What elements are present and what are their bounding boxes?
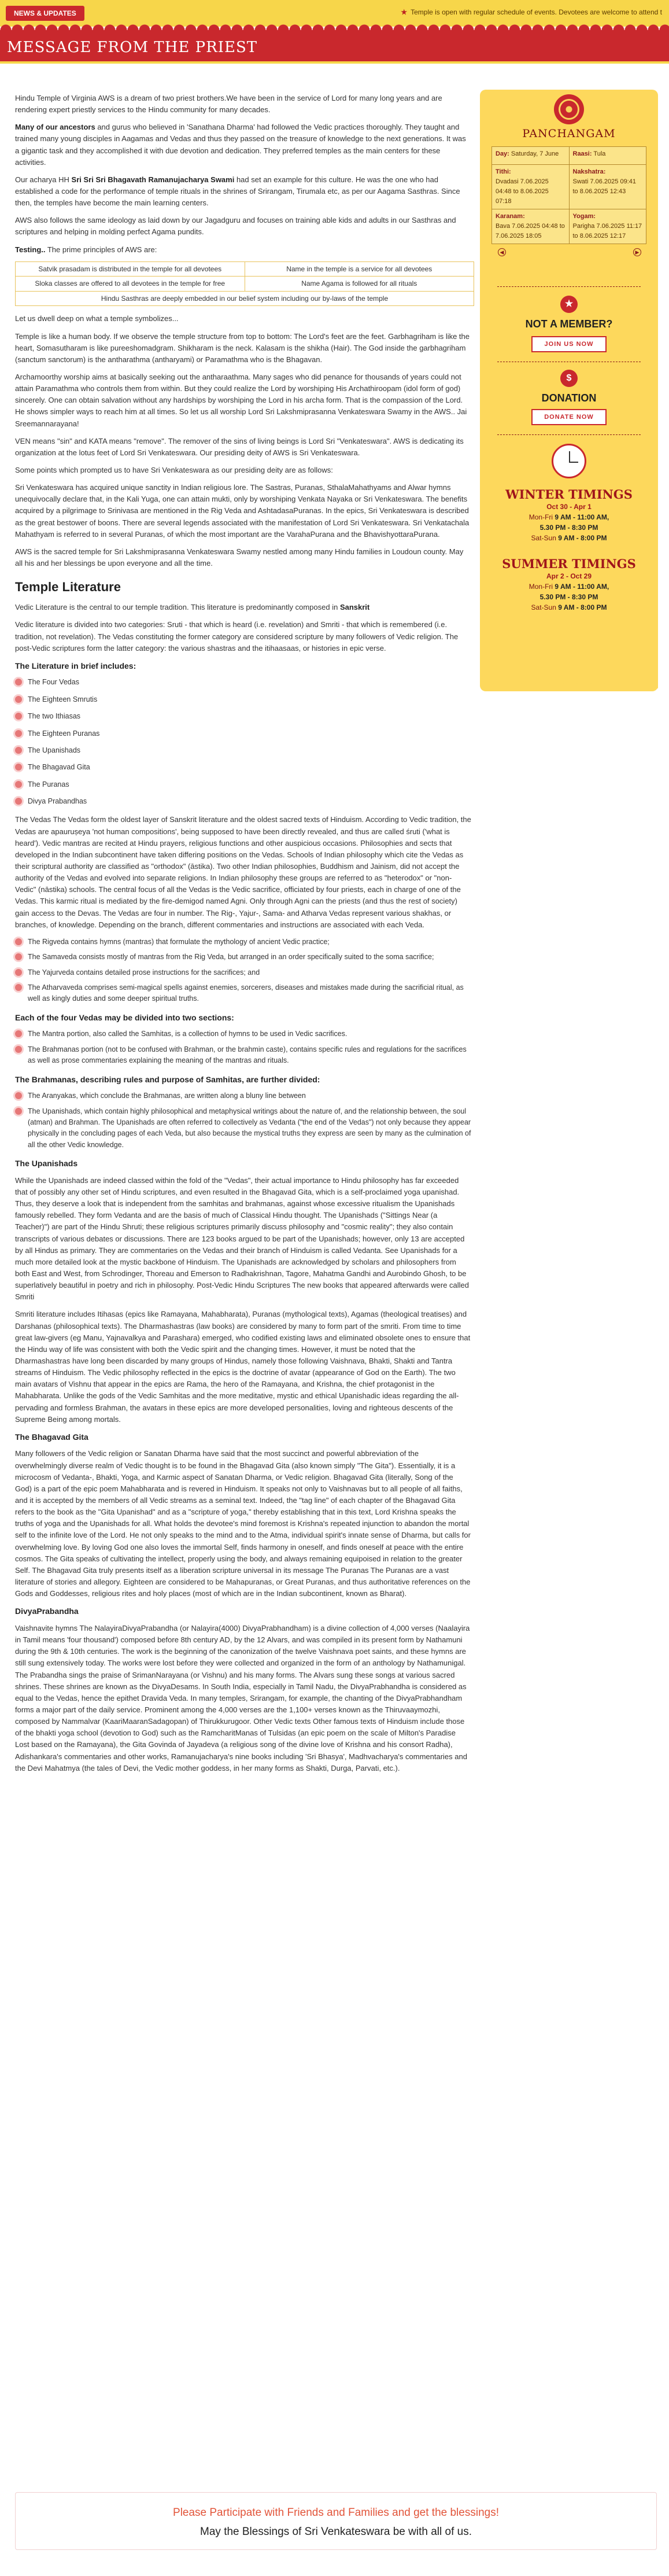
lit-paragraph: Vaishnavite hymns The NalayiraDivyaPrabandha (or Nalayira(4000) DivyaPrabhandham) is a divine collection of 4,000 verses (Naalayira in Tamil means 'four thousand') composed before 8th century AD, by the 12 Alvars, and was compiled in its present form by Nathamuni during the 9th & 10th centuries. The work is the beginning of the canonization of the twelve Vaishnava poet saints, and these hymns are still sung extensively today. The works were lost before they were collected and organized in the form of an anthology by Nathamunigal. The Prabandha sings the praise of SrimanNarayana (or Vishnu) and his many forms. The Alvars sung these songs at various sacred shrines. These shrines are known as the DivyaDesams. In South India, especially in Tamil Nadu, the DivyaPrabhandha is considered as equal to the Vedas, hence the epithet Dravida Veda. In many temples, Srirangam, for example, the chanting of the DivyaPrabhandham forms a major part of the daily service. Prominent among the 4,000 verses are the 1,100+ verses known as the Thiruvaaymozhi, composed by Nammalvar (KaariMaaranSadagopan) of Thirukkurugoor. Other Vedic texts Other famous texts of Hinduism include those of the bhakti yoga school (devotion to God) such as the RamcharitManas of Tulsidas (an epic poem on the scale of Milton's Paradise Lost based on the Ramayana), the Gita Govinda of Jayadeva (a religious song of the divine love of Krishna and his consort Radha), Adishankara's commentaries and other works, Ramanujacharya's nine books including 'Sri Bhasya', Madhvacharya's commentaries and the Devi Mahatmya (the tales of Devi, the Vedic mother goddess, in her many forms as Shakti, Durga, Parvati, etc.). (15, 1623, 470, 1772)
winter-weekday (480, 512, 658, 523)
cell-value: Swati 7.06.2025 09:41 to 8.06.2025 12:43 (572, 178, 636, 196)
cell-label: Tithi: (496, 168, 511, 175)
time-label: Mon-Fri (528, 513, 555, 521)
bold-lead: Many of our ancestors (15, 123, 95, 132)
join-us-button[interactable]: JOIN US NOW (531, 336, 607, 352)
intro-paragraph: Archamoorthy worship aims at basically seeking out the antharaathma. Many sages who did penance for thousands of years could not attain Paramathma who controls them from within. But they could realize the Lord by worshiping His Archathiroopam (idol form of god) sincerely. One can obtain salvation without any hardships by worshiping the Lord in his archa form. That is the compassion of the Lord. He shows simpler ways to reach him at all times. So let us all worship Lord Sri Lakshmiprasanna Venkateswara Swamy in the AWS.. Jai Sreemannarayana! (15, 373, 467, 428)
dollar-icon: $ (560, 370, 578, 387)
paragraph-text: and gurus who believed in 'Sanathana Dharma' had followed the Vedic practices thoroughly. They taught and trained many young disciples in Aagamas and Vedas and thus they passed on the treasure of knowledge to the next generations. It was a gigantic task and they accomplished it with due devotion and dedication. They preferred temples as the main centers for these activities. (15, 123, 466, 167)
footer-blessing (15, 2492, 657, 2550)
lit-paragraph: While the Upanishads are indeed classed within the fold of the "Vedas", their actual importance to Hindu philosophy has far exceeded that of possibly any other set of Hindu scriptures, and even resulted in the Bhagavad Gita, which is a self-proclaimed yoga upanishad. Thus, they deserve a look that is independent from the samhitas and brahmanas, against whose excessive ritualism the Upanishads famously rebelled. They form Vedanta and are the basis of much of Classical Hindu thought. The Upanishads ("Sittings Near (a Teacher)") are part of the Hindu Shruti; these religious scriptures primarily discuss philosophy and "cosmic reality"; they also contain transcripts of various debates or discussions. There are 123 books argued to be part of the Upanishads; however, only 13 are accepted by all Hindus as primary. They are commentaries on the Vedas and their branch of Hinduism is called Vedanta. See Upanishads for a much more detailed look at the mystic backbone of Hinduism. The Upanishads are acknowledged by scholars and philosophers from both East and West, from Schrodinger, Thoreau and Emerson to Radhakrishnan, Tagore, Mahatma Gandhi and Aurobindo Ghosh, to be superlatively beautiful in poetry and rich in philosophy. Post-Vedic Hindu Scriptures The new books that appeared afterwards were called Smriti (15, 1175, 470, 1302)
time-label: Mon-Fri (528, 583, 555, 591)
winter-dates: Oct 30 - Apr 1 (546, 503, 592, 511)
list-item: The Upanishads, which contain highly philosophical and metaphysical writings about the nature of, and the relationship between, the soul (atman) and Brahman. The Upanishads are often referred to collectively as Vedanta ("the end of the Vedas") not only because they appear physically in the concluding pages of each Veda, but also because the mystical truths they express are seen by many as the culmination of all the other Vedic knowledge. (15, 1106, 472, 1151)
banner-stripe (0, 61, 669, 64)
time-value: 9 AM - 8:00 PM (558, 603, 607, 611)
intro-paragraph (15, 121, 472, 168)
intro-paragraph: VEN means "sin" and KATA means "remove". The remover of the sins of living beings is Lord Sri "Venkateswara". AWS is dedicating its organization at the lotus feet of Lord Sri Venkateswara. Our presiding deity of AWS is Sri Venkateswara. (15, 436, 464, 457)
panchangam-nav (492, 248, 647, 256)
sections-list (15, 1029, 472, 1066)
winter-title: WINTER TIMINGS (505, 487, 633, 502)
bold-text: Sanskrit (339, 603, 370, 612)
time-value: 5.30 PM - 8:30 PM (539, 593, 598, 601)
list-item: The two Ithiasas (15, 711, 472, 722)
divider (497, 286, 641, 287)
intro-paragraph (15, 244, 472, 256)
intro-paragraph: AWS also follows the same ideology as laid down by our Jagadguru and focuses on training able kids and adults in our Sasthras and scriptures and helping in molding perfect Agama pundits. (15, 216, 456, 237)
footer-line-1: Please Participate with Friends and Families and get the blessings! (173, 2507, 499, 2519)
cell-label: Yogam: (572, 213, 596, 220)
list-item: The Aranyakas, which conclude the Brahmanas, are written along a bluny line between (15, 1090, 472, 1101)
main-content (15, 93, 472, 1780)
brief-list (15, 677, 472, 807)
intro-paragraph (15, 174, 472, 209)
cell-label: Day: (496, 150, 509, 157)
subheading: Each of the four Vedas may be divided into two sections: (15, 1012, 234, 1022)
table-cell (569, 165, 646, 209)
time-label: Sat-Sun (531, 603, 559, 611)
page-title: MESSAGE FROM THE PRIEST (7, 39, 258, 56)
table-row (16, 291, 474, 306)
lit-paragraph: The Vedas The Vedas form the oldest layer of Sanskrit literature and the oldest sacred texts of Hinduism. According to Vedic tradition, the Vedas are apauruṣeya 'not human compositions', being supposed to have been directly revealed, and thus are called śruti ('what is heard'). Vedic mantras are recited at Hindu prayers, religious functions and other auspicious occasions. Philosophies and sects that developed in the Indian subcontinent have taken differing positions on the Vedas. Schools of Indian philosophy which cite the Vedas as their scriptural authority are classified as "orthodox" (āstika). Two other Indian philosophies, Buddhism and Jainism, did not accept the authority of the Vedas and evolved into separate religions. In Indian philosophy these groups are referred to as "heterodox" or "non-Vedic" (nāstika) schools. The central focus of all the Vedas is the Vedic sacrifice, officiated by four priests, each in charge of one of the Vedas. This karmic ritual is mediated by the fire-demigod named Agni. Only through Agni can the priests (and thus the rest of society) gain access to the Devas. The Vedas are four in number. The Rig-, Yajur-, Sama- and Atharva Vedas represent various shakhas, or branches, of knowledge. Depending on the branch, different commentaries and instructions are associated with each Veda. (15, 815, 471, 929)
paragraph-text: Our acharya HH (15, 175, 72, 184)
subheading: The Bhagavad Gita (15, 1432, 88, 1442)
time-value: 9 AM - 11:00 AM, (555, 583, 609, 591)
summer-weekend (480, 602, 658, 613)
table-row (492, 147, 646, 164)
sidebar-scallop (480, 683, 658, 699)
list-item: The Rigveda contains hymns (mantras) that formulate the mythology of ancient Vedic practice; (15, 937, 472, 948)
subheading: The Upanishads (15, 1159, 78, 1169)
table-cell (569, 209, 646, 244)
list-item: The Puranas (15, 779, 472, 790)
time-value: 5.30 PM - 8:30 PM (539, 524, 598, 532)
brief-heading: The Literature in brief includes: (15, 661, 136, 670)
clock-icon (552, 444, 586, 478)
sidebar (480, 90, 658, 691)
list-item: The Samaveda consists mostly of mantras from the Rig Veda, but arranged in an order specifically suited to the soma sacrifice; (15, 952, 472, 963)
cell-value: Saturday, 7 June (511, 150, 559, 157)
intro-paragraph: Hindu Temple of Virginia AWS is a dream of two priest brothers.We have been in the service of Lord for many long years and are rendering expert priestly services to the Hindu community for many decades. (15, 94, 442, 115)
cell-label: Karanam: (496, 213, 525, 220)
summer-evening (480, 592, 658, 603)
table-cell (492, 165, 569, 209)
lit-paragraph: Many followers of the Vedic religion or Sanatan Dharma have said that the most succinct and powerful abbreviation of the overwhelmingly diverse realm of Vedic thought is to be found in the Bhagavad Gita (also known simply "The Gita"). Essentially, it is a microcosm of Vedanta-, Bhakti, Yoga, and Karmic aspect of Sanatan Dharma, or Vedic religion. Bhagavad Gita (literally, Song of the God) is a part of the epic poem Mahabharata and is revered in Hinduism. It speaks not only to Vaishnavas but to all people of all faiths, and it is accepted by the members of all Vedic streams as a seminal text. Indeed, the "tag line" of each chapter of the Bhagavad Gita refers to the book as the "Gita Upanishad" and as a "scripture of yoga," thereby establishing that in this text, Lord Krishna speaks the truths of yoga and the Upanishads for all. What holds the devotee's mind foremost is Krishna's repeated injunction to abandon the mortal self to the infinite love of the Lord. He not only speaks to the mind and to the Atma, individual spirit's innate sense of Dharma, but calls for overwhelming love. By loving God one also loves the immortal Self, finds harmony in oneself, and finds oneself at peace with the entire cosmos. The Gita speaks of cultivating the intellect, properly using the body, and always remaining equipoised in relation to the greater Self. The Bhagavad Gita truly presents itself as a liberation scripture universal in its message The Puranas The Puranas are a vast literature of stories and allegory. Eighteen are considered to be Mahapuranas, or Great Puranas, and thus authoritative references on the Gods and Goddesses, religious rites and holy places (most of which are in the Indian subcontinent, known as Bharat). (15, 1449, 471, 1598)
member-title: NOT A MEMBER? (525, 318, 613, 330)
intro-paragraph: Sri Venkateswara has acquired unique sanctity in Indian religious lore. The Sastras, Puranas, SthalaMahathyams and Alwar hymns unequivocally declare that, in the Kali Yuga, one can attain mukti, only by worshiping Venkata Nayaka or Sri Venkateswara. The benefits acquired by a pilgrimage to Srinivasa are mentioned in the Rig Veda and AshtadasaPuranas. In the epics, Sri Venkateswara is described as the great bestower of boons. There are several legends associated with the manifestation of Lord Sri Venkateswara. Sri Venkatachala Mahathyam is referred to in several Puranas, of which the most important are the VarahaPurana and the BhavishyottaraPurana. (15, 483, 470, 539)
ticker-star-icon: ★ (401, 8, 408, 16)
lit-paragraph: Smriti literature includes Itihasas (epics like Ramayana, Mahabharata), Puranas (mythological texts), Agamas (theological treatises) and Darshanas (philosophical texts). The Dharmashastras (law books) are considered by many to form part of the smriti. From time to time great law-givers (eg Manu, Yajnavalkya and Parashara) emerged, who codified existing laws and eliminated obsolete ones to ensure that the Hindu way of life was consistent with both the Vedic spirit and the changing times. However, it must be noted that the Dharmashastras have long been discarded by many groups of Hindus, namely those following Vaishnava, Bhakti, Shakti and Tantra streams of Hinduism. The Vedic philosophy reflected in the epics is the doctrine of avatar (appearance of God on the Earth). The two main avatars of Vishnu that appear in the epics are Rama, the hero of the Ramayana, and Krishna, the chief protagonist in the Mahabharata. Unlike the gods of the Vedic Samhitas and the more meditative, mystic and ethical Upanishadic ideas regarding the all-pervading and formless Brahman, the avatars in these epics are more developed personalities, loving and righteous descents of the Supreme Being among mortals. (15, 1310, 471, 1424)
table-cell: Hindu Sasthras are deeply embedded in our belief system including our by-laws of the temple (101, 294, 389, 303)
table-cell: Name in the temple is a service for all devotees (245, 262, 474, 277)
cell-value: Bava 7.06.2025 04:48 to 7.06.2025 18:05 (496, 223, 565, 240)
news-ticker[interactable] (401, 7, 662, 18)
table-cell (492, 209, 569, 244)
bold-lead: Testing.. (15, 245, 46, 254)
table-cell (492, 147, 569, 164)
list-item: The Brahmanas portion (not to be confused with Brahman, or the brahmin caste), contains specific rules and regulations for the sacrifices as well as prose commentaries explaining the meaning of the mantras and rituals. (15, 1044, 472, 1067)
subheading: DivyaPrabandha (15, 1606, 79, 1616)
list-item: The Yajurveda contains detailed prose instructions for the sacrifices; and (15, 967, 472, 978)
time-value: 9 AM - 11:00 AM, (555, 513, 609, 521)
panchangam-title: PANCHANGAM (522, 127, 616, 140)
table-cell: Satvik prasadam is distributed in the temple for all devotees (38, 264, 222, 273)
member-icon: ★ (560, 296, 578, 313)
lit-paragraph (15, 602, 472, 613)
footer-line-2: May the Blessings of Sri Venkateswara be with all of us. (200, 2526, 472, 2538)
list-item: The Eighteen Smrutis (15, 694, 472, 705)
summer-dates: Apr 2 - Oct 29 (546, 572, 592, 580)
list-item: The Four Vedas (15, 677, 472, 688)
table-row (492, 164, 646, 209)
table-row (16, 276, 474, 291)
divider (497, 434, 641, 435)
donation-title: DONATION (541, 392, 597, 404)
chakra-icon (554, 94, 584, 124)
paragraph-text: Vedic Literature is the central to our temple tradition. This literature is predominantly composed in (15, 603, 340, 612)
list-item: The Upanishads (15, 745, 472, 756)
table-cell: Sloka classes are offered to all devotees in the temple for free (35, 279, 226, 288)
veda-list (15, 937, 472, 1005)
cell-value: Tula (593, 150, 606, 157)
section-heading: Temple Literature (15, 580, 121, 595)
summer-title: SUMMER TIMINGS (502, 557, 636, 571)
intro-paragraph: Let us dwell deep on what a temple symbolizes... (15, 314, 179, 323)
paragraph-text: The prime principles of AWS are: (45, 245, 157, 254)
intro-paragraph: Temple is like a human body. If we observe the temple structure from top to bottom: The Lord's feet are the feet. Garbhagriham is like the heart, Somasutharam is like pureeshomadgram. Shikharam is the neck. Kalasam is the shikha (Hair). The God inside the garbhagriham (sanctum sanctorum) is the antharathma (antharyami) or Paramathma who is the Bhagavan. (15, 331, 470, 364)
paragraph-text: had set an example for this culture. He was the one who had established a code for the performance of temple rituals in the shrines of Srirangam, Tirumala etc, as per our Aagama Sasthras. Since then, the temples have become the main learning centers. (15, 175, 460, 208)
ticker-text: Temple is open with regular schedule of events. Devotees are welcome to attend t (411, 8, 662, 16)
acharya-name: Sri Sri Sri Bhagavath Ramanujacharya Swami (71, 175, 235, 184)
table-cell (569, 147, 646, 164)
cell-value: Parigha 7.06.2025 11:17 to 8.06.2025 12:17 (572, 223, 642, 240)
table-row (16, 262, 474, 277)
winter-evening (480, 522, 658, 533)
list-item: Divya Prabandhas (15, 796, 472, 807)
time-value: 9 AM - 8:00 PM (558, 534, 607, 542)
intro-paragraph: Some points which prompted us to have Sri Venkateswara as our presiding deity are as follows: (15, 466, 333, 475)
list-item: The Bhagavad Gita (15, 762, 472, 773)
summer-weekday (480, 581, 658, 592)
cell-value: Dvadasi 7.06.2025 04:48 to 8.06.2025 07:18 (496, 178, 549, 205)
lit-paragraph: Vedic literature is divided into two categories: Sruti - that which is heard (i.e. revelation) and Smriti - that which is remembered (i.e. tradition, not revelation). The Vedas constituting the former category are considered scripture by many followers of Vedic religion. The post-Vedic scriptures form the latter category: the various shastras and the itihaasaas, or histories in epic verse. (15, 620, 459, 653)
principles-table (15, 261, 474, 307)
panchangam-table (491, 146, 646, 256)
time-label: Sat-Sun (531, 534, 559, 542)
prev-arrow-icon[interactable]: ◀ (498, 248, 506, 256)
list-item: The Mantra portion, also called the Samhitas, is a collection of hymns to be used in Vedic sacrifices. (15, 1029, 472, 1040)
table-cell: Name Agama is followed for all rituals (245, 277, 474, 291)
cell-label: Raasi: (572, 150, 592, 157)
scallop-divider (0, 22, 669, 30)
cell-label: Nakshatra: (572, 168, 606, 175)
brahmanas-list (15, 1090, 472, 1151)
subheading: The Brahmanas, describing rules and purpose of Samhitas, are further divided: (15, 1074, 320, 1084)
donate-button[interactable]: DONATE NOW (531, 409, 607, 425)
list-item: The Atharvaveda comprises semi-magical spells against enemies, sorcerers, diseases and mistakes made during the sacrificial ritual, as well as kingly duties and some deeper spiritual truths. (15, 982, 472, 1005)
list-item: The Eighteen Puranas (15, 728, 472, 739)
table-row (492, 209, 646, 244)
news-label: NEWS & UPDATES (6, 6, 84, 21)
winter-weekend (480, 533, 658, 544)
next-arrow-icon[interactable]: ▶ (633, 248, 641, 256)
page-banner (0, 30, 669, 64)
intro-paragraph: AWS is the sacred temple for Sri Lakshmiprasanna Venkateswara Swamy nestled among many Hindu families in Loudoun county. May all his and her blessings be upon everyone and all the time. (15, 547, 464, 567)
